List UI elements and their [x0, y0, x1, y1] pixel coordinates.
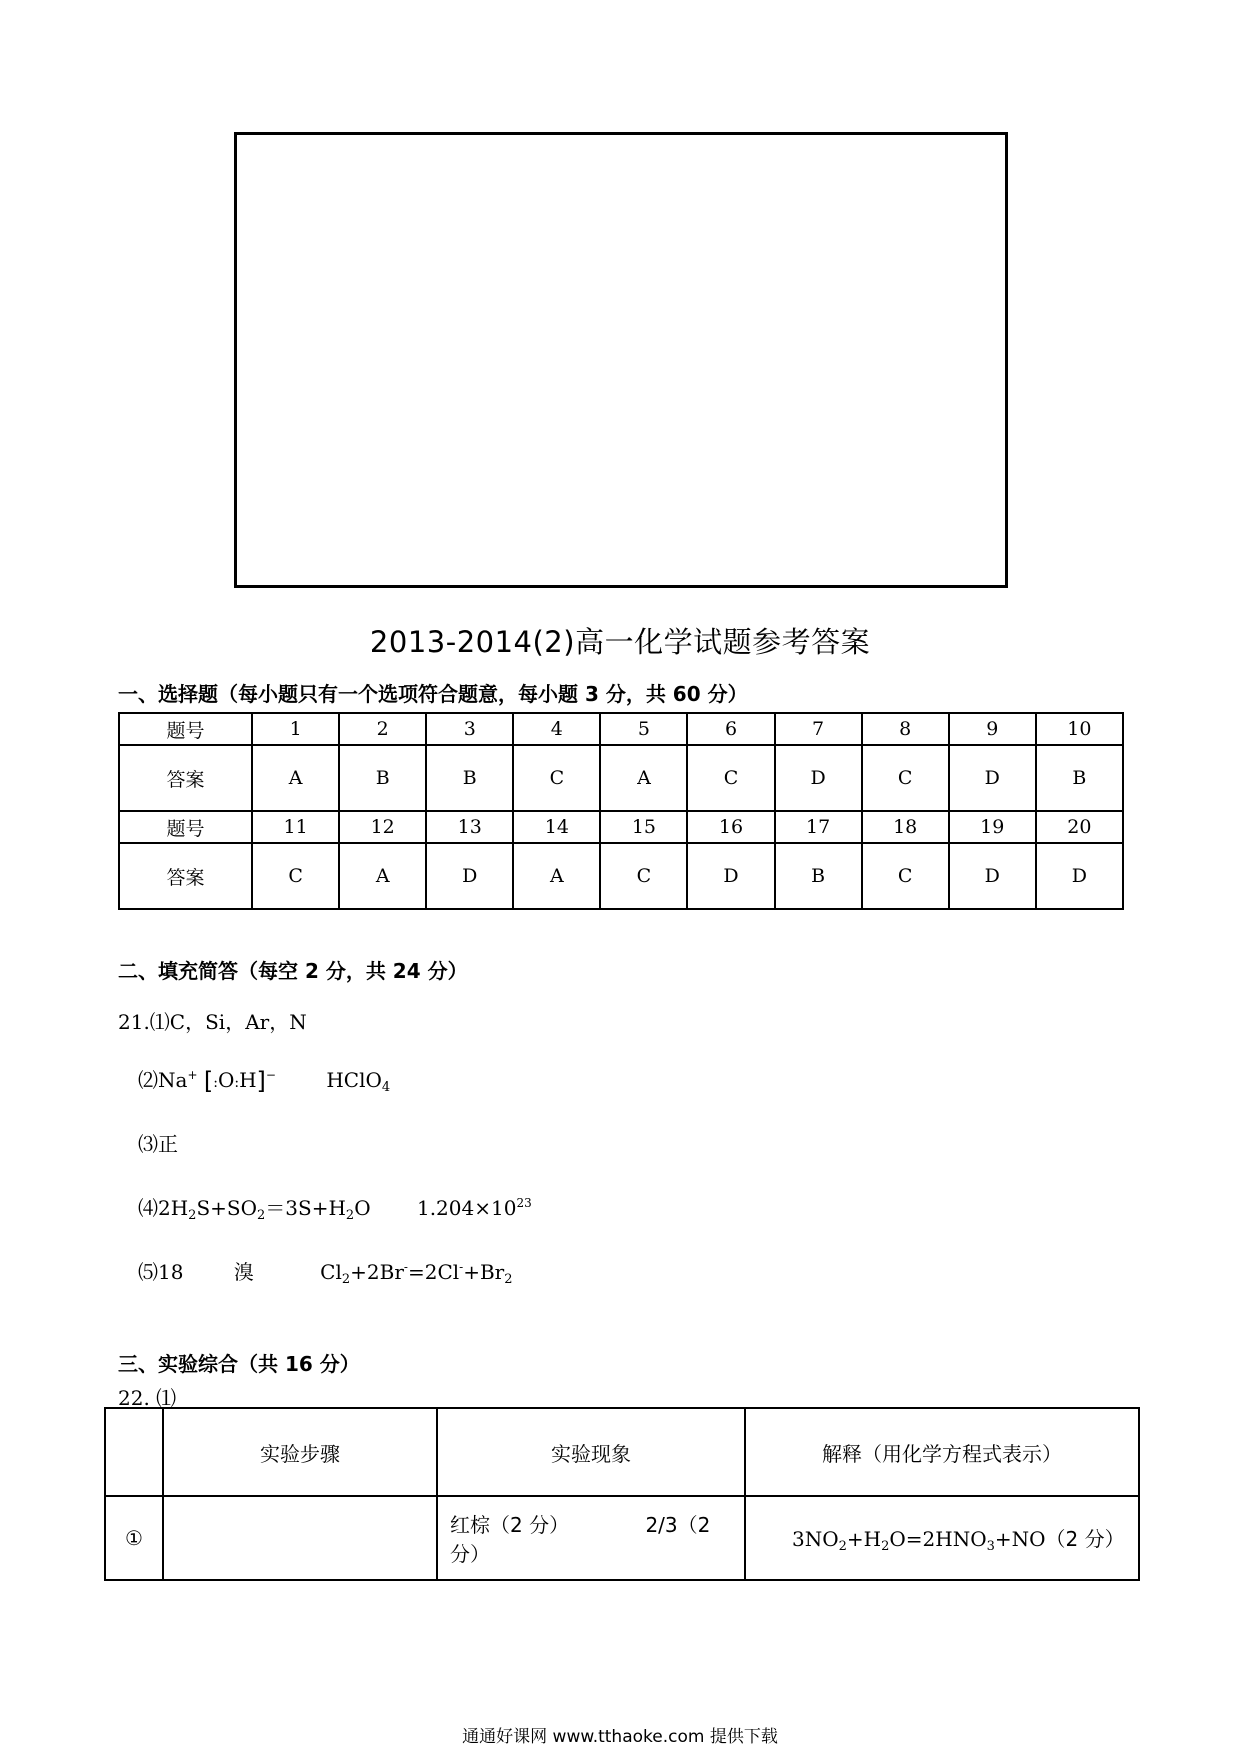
question-number: 20	[1036, 811, 1123, 843]
experiment-row	[105, 1496, 1139, 1580]
answer-cell: C	[687, 745, 774, 811]
answer-cell: A	[513, 843, 600, 909]
answer-cell: B	[426, 745, 513, 811]
question-number: 13	[426, 811, 513, 843]
answer-cell: C	[862, 843, 949, 909]
answer-21-5-element: 溴	[233, 1260, 254, 1284]
row-label-number: 题号	[119, 713, 252, 745]
experiment-table-header	[105, 1408, 1139, 1496]
question-number: 4	[513, 713, 600, 745]
question-number: 11	[252, 811, 339, 843]
answer-cell: B	[339, 745, 426, 811]
perchloric-acid-subscript: 4	[381, 1080, 391, 1095]
row-label-answer: 答案	[119, 843, 252, 909]
answer-cell: A	[600, 745, 687, 811]
answer-cell: C	[600, 843, 687, 909]
answer-21-2	[138, 1064, 390, 1095]
section3-heading: 三、实验综合（共 16 分）	[118, 1352, 360, 1376]
hydroxide-charge: −	[265, 1068, 276, 1082]
page-title: 2013-2014(2)高一化学试题参考答案	[369, 625, 871, 659]
question-number: 8	[862, 713, 949, 745]
electron-dots-right: :	[234, 1075, 240, 1091]
answer-cell: D	[426, 843, 513, 909]
question-number: 7	[775, 713, 862, 745]
header-explain: 解释（用化学方程式表示）	[745, 1408, 1139, 1496]
question-number: 1	[252, 713, 339, 745]
question-number: 19	[949, 811, 1036, 843]
answer-21-3: ⑶正	[138, 1132, 178, 1156]
question-number: 16	[687, 811, 774, 843]
electron-dots-left: :	[213, 1075, 218, 1091]
sodium-charge: +	[187, 1068, 198, 1082]
equation-cl2-br: $Cl_2+2Br^-=2Cl^-+Br_2$	[320, 1260, 513, 1287]
answer-row	[119, 745, 1123, 811]
left-bracket: [	[203, 1067, 214, 1095]
row-label-number: 题号	[119, 811, 252, 843]
answer-cell: D	[949, 843, 1036, 909]
header-phenomenon: 实验现象	[437, 1408, 745, 1496]
question-number: 6	[687, 713, 774, 745]
question-number: 12	[339, 811, 426, 843]
equation-score: （2 分）	[1045, 1526, 1125, 1551]
header-step: 实验步骤	[163, 1408, 437, 1496]
right-bracket: ]	[256, 1067, 266, 1095]
answer-21-4-label: ⑷	[138, 1196, 158, 1220]
answer-21-4	[138, 1192, 532, 1223]
question-number: 15	[600, 811, 687, 843]
answer-cell: B	[1036, 745, 1123, 811]
perchloric-acid-formula	[326, 1068, 390, 1095]
section1-heading: 一、选择题（每小题只有一个选项符合题意，每小题 3 分，共 60 分）	[118, 682, 748, 706]
equation-h2s-so2: $2H_2S+SO_2=3S+H_2O$	[158, 1196, 371, 1223]
question-number-row	[119, 811, 1123, 843]
phenomenon-ratio: 2/3（2 分）	[450, 1513, 711, 1566]
question-number-row	[119, 713, 1123, 745]
answer-cell: B	[775, 843, 862, 909]
header-blank	[105, 1408, 163, 1496]
electron-count-value: 1.204×10	[416, 1196, 517, 1220]
phenomenon-cell	[437, 1496, 745, 1580]
image-placeholder-box	[234, 132, 1008, 588]
answer-cell: A	[339, 843, 426, 909]
answer-21-5-label: ⑸18	[138, 1260, 184, 1284]
question-number: 5	[600, 713, 687, 745]
answer-cell: D	[949, 745, 1036, 811]
answer-cell: C	[252, 843, 339, 909]
question-number: 14	[513, 811, 600, 843]
electron-count	[417, 1196, 532, 1220]
oxygen-symbol: O	[217, 1068, 235, 1092]
answer-cell: C	[862, 745, 949, 811]
question-number: 9	[949, 713, 1036, 745]
footer-download-note: 通通好课网 www.tthaoke.com 提供下载	[462, 1727, 778, 1747]
experiment-table	[104, 1407, 1140, 1581]
hydrogen-symbol: H	[239, 1068, 257, 1092]
question-22-label: 22. ⑴	[118, 1386, 177, 1410]
answer-cell: D	[775, 745, 862, 811]
answer-cell: D	[687, 843, 774, 909]
answer-cell: C	[513, 745, 600, 811]
row-number: ①	[105, 1496, 163, 1580]
step-cell	[163, 1496, 437, 1580]
section2-heading: 二、填充简答（每空 2 分，共 24 分）	[118, 959, 468, 983]
question-number: 17	[775, 811, 862, 843]
question-number: 2	[339, 713, 426, 745]
electron-count-exponent: 23	[516, 1196, 532, 1210]
perchloric-acid-text: HClO	[326, 1068, 382, 1092]
question-number: 3	[426, 713, 513, 745]
answer-cell: D	[1036, 843, 1123, 909]
question-number: 10	[1036, 713, 1123, 745]
answer-cell: A	[252, 745, 339, 811]
answer-21-1: 21.⑴C，Si，Ar，N	[118, 1010, 307, 1034]
row-label-answer: 答案	[119, 745, 252, 811]
equation-no2-water: $3NO_2+H_2O=2HNO_3+NO$	[792, 1526, 1046, 1554]
question-number: 18	[862, 811, 949, 843]
answer-21-2-label: ⑵Na	[138, 1068, 188, 1092]
phenomenon-color: 红棕（2 分）	[450, 1513, 570, 1537]
answer-row	[119, 843, 1123, 909]
answer-table-multiple-choice	[118, 712, 1124, 910]
answer-21-5	[138, 1256, 513, 1287]
explain-cell	[745, 1496, 1139, 1580]
